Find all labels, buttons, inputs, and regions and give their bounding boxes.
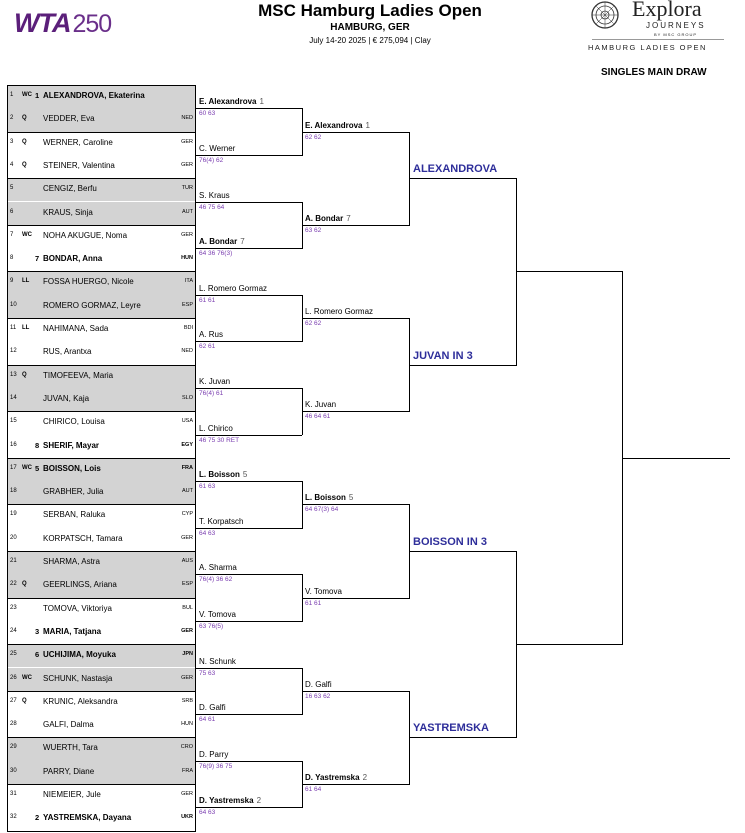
round2-name-text: C. Werner <box>199 143 236 153</box>
entries-group-separator <box>7 411 196 412</box>
entry-player-name: WUERTH, Tara <box>43 743 98 753</box>
entry-position: 5 <box>10 185 14 192</box>
draw-entry-row <box>7 668 196 691</box>
qf-seed: 1 <box>365 120 370 130</box>
r1-winner-line <box>196 621 302 622</box>
round2-score: 64 61 <box>199 716 216 724</box>
entries-group-separator <box>7 271 196 272</box>
entry-nationality: NED <box>181 348 193 355</box>
entry-nationality: USA <box>181 418 193 425</box>
qf-seed: 2 <box>362 773 368 782</box>
entry-nationality: FRA <box>182 767 193 774</box>
entry-status: WC <box>22 674 32 681</box>
round2-score: 46 75 64 <box>199 203 225 211</box>
entry-nationality: ITA <box>184 278 193 285</box>
entry-nationality: CRO <box>180 744 193 751</box>
entry-nationality: GER <box>181 138 193 145</box>
entry-nationality: HUN <box>181 255 193 262</box>
entry-seed: 8 <box>35 440 40 450</box>
entries-group-separator <box>7 504 196 505</box>
entry-position: 25 <box>10 651 17 658</box>
draw-entry-row <box>7 528 196 551</box>
tournament-details: July 14-20 2025 | € 275,094 | Clay <box>309 36 431 45</box>
r2-winner-line <box>302 784 409 785</box>
round2-seed: 5 <box>242 470 248 480</box>
round2-seed: 1 <box>259 97 264 107</box>
semifinalist-label: JUVAN IN 3 <box>413 349 473 362</box>
entry-status: Q <box>22 581 27 588</box>
entry-status: Q <box>22 371 27 378</box>
qf-name-text: L. Boisson <box>305 493 346 503</box>
entry-player-name: BOISSON, Lois <box>43 463 101 473</box>
r1-winner-line <box>196 295 302 296</box>
qf-score: 62 62 <box>305 320 322 327</box>
draw-entry-row <box>7 178 196 201</box>
entry-position: 28 <box>10 721 17 728</box>
entry-status: Q <box>22 138 27 145</box>
entry-player-name: RUS, Arantxa <box>43 347 92 357</box>
entry-status: Q <box>22 115 27 122</box>
round2-name-text: N. Schunk <box>199 656 236 666</box>
entry-player-name: KORPATSCH, Tamara <box>43 533 123 543</box>
entry-player-name: SERBAN, Raluka <box>43 510 106 520</box>
qf-score: 63 62 <box>305 226 322 234</box>
entry-player-name: CHIRICO, Louisa <box>43 417 105 427</box>
draw-entry-row <box>7 574 196 597</box>
entry-player-name: JUVAN, Kaja <box>43 393 90 403</box>
qf-score: 61 61 <box>305 599 322 607</box>
entry-nationality: HUN <box>181 721 193 728</box>
entry-position: 9 <box>10 278 14 285</box>
draw-entry-row <box>7 784 196 807</box>
draw-entry-row <box>7 108 196 131</box>
entry-seed: 7 <box>35 254 40 264</box>
sponsor-seal-icon <box>590 0 620 30</box>
entry-nationality: SLO <box>181 394 193 401</box>
entry-position: 11 <box>10 325 17 331</box>
draw-entry-row <box>7 85 196 108</box>
round2-player-name <box>199 750 228 759</box>
entry-seed: 3 <box>35 626 40 636</box>
draw-entry-row <box>7 551 196 574</box>
qf-name-text: E. Alexandrova <box>305 120 363 130</box>
round2-name-text: D. Parry <box>199 749 229 759</box>
entry-player-name: ROMERO GORMAZ, Leyre <box>43 300 141 310</box>
draw-entry-row <box>7 737 196 760</box>
entry-player-name: PARRY, Diane <box>43 766 95 776</box>
entry-player-name: NAHIMANA, Sada <box>43 324 109 333</box>
entry-position: 4 <box>10 161 14 168</box>
entry-position: 19 <box>10 511 17 518</box>
entry-position: 6 <box>10 208 14 215</box>
round2-name-text: D. Galfi <box>199 703 226 713</box>
qf-winner-line <box>409 737 516 738</box>
draw-entry-row <box>7 481 196 504</box>
round2-name-text: V. Tomova <box>199 609 236 619</box>
entry-position: 10 <box>10 301 17 308</box>
entry-player-name: UCHIJIMA, Moyuka <box>43 650 116 660</box>
round2-score: 76(4) 36 62 <box>199 576 233 584</box>
draw-entry-row <box>7 365 196 388</box>
round2-player-name <box>199 144 235 153</box>
sponsor-group: BY MSC GROUP <box>654 32 698 37</box>
entry-seed: 6 <box>35 650 40 660</box>
qf-name-text: V. Tomova <box>305 586 342 596</box>
r2-winner-line <box>302 691 409 692</box>
r1-winner-line <box>196 435 302 436</box>
entry-player-name: NIEMEIER, Jule <box>43 790 101 799</box>
entry-player-name: VEDDER, Eva <box>43 114 95 124</box>
entry-nationality: NED <box>181 115 193 122</box>
entry-nationality: ESP <box>181 301 193 308</box>
entries-group-separator <box>7 551 196 552</box>
round2-score: 60 63 <box>199 110 216 118</box>
draw-entry-row <box>7 225 196 248</box>
entry-nationality: EGY <box>181 441 193 448</box>
entry-player-name: GALFI, Dalma <box>43 720 94 730</box>
round2-score: 76(4) 61 <box>199 389 224 397</box>
round2-name-text: L. Chirico <box>199 423 233 433</box>
round2-score: 61 63 <box>199 483 216 491</box>
qf-winner-line <box>409 365 516 366</box>
entry-nationality: CYP <box>181 511 193 518</box>
r1-winner-line <box>196 714 302 715</box>
wta-logo-text: WTA <box>14 8 71 38</box>
round2-score: 64 63 <box>199 809 216 817</box>
round2-name-text: T. Korpatsch <box>199 516 244 526</box>
sponsor-tagline: JOURNEYS <box>646 21 706 30</box>
round2-score: 46 75 30 RET <box>199 436 240 444</box>
round2-player-name <box>199 330 223 339</box>
draw-entry-row <box>7 644 196 667</box>
qf-name-text: D. Galfi <box>305 679 332 689</box>
draw-entry-row <box>7 458 196 481</box>
entry-player-name: SHARMA, Astra <box>43 557 100 566</box>
round2-player-name <box>199 470 247 479</box>
round2-score: 62 61 <box>199 343 216 351</box>
draw-entry-row <box>7 504 196 527</box>
round2-player-name <box>199 563 237 572</box>
entry-nationality: GER <box>181 534 193 541</box>
entry-nationality: AUT <box>182 488 193 495</box>
entries-group-separator <box>7 737 196 738</box>
round2-player-name <box>199 97 264 106</box>
entry-player-name: KRUNIC, Aleksandra <box>43 696 118 706</box>
entry-position: 20 <box>10 534 17 541</box>
entry-position: 3 <box>10 138 14 145</box>
entry-player-name: SHERIF, Mayar <box>43 440 100 450</box>
entry-player-name: YASTREMSKA, Dayana <box>43 813 132 823</box>
qf-seed: 5 <box>348 493 354 503</box>
draw-entry-row <box>7 435 196 458</box>
r1-winner-line <box>196 807 302 808</box>
r1-winner-line <box>196 761 302 762</box>
sponsor-subtitle: HAMBURG LADIES OPEN <box>588 43 707 52</box>
entry-position: 30 <box>10 767 17 774</box>
r1-winner-line <box>196 341 302 342</box>
entry-nationality: GER <box>181 161 193 168</box>
entry-position: 2 <box>10 115 14 122</box>
entries-group-separator <box>7 458 196 459</box>
entry-position: 26 <box>10 674 17 681</box>
semifinalist-label: YASTREMSKA <box>413 722 489 735</box>
r2-winner-line <box>302 225 409 226</box>
qf-seed: 7 <box>346 213 351 223</box>
qf-winner-line <box>409 551 516 552</box>
qf-player-name <box>305 773 367 782</box>
entries-group-separator <box>7 318 196 319</box>
entry-player-name: BONDAR, Anna <box>43 254 103 264</box>
entry-position: 13 <box>10 371 17 378</box>
entry-seed: 5 <box>35 463 40 473</box>
sponsor-name: Explora <box>632 0 702 21</box>
entry-position: 21 <box>10 558 17 564</box>
round2-name-text: K. Juvan <box>199 376 231 386</box>
qf-player-name <box>305 493 353 502</box>
entries-group-separator <box>7 225 196 226</box>
draw-entry-row <box>7 598 196 621</box>
entry-status: Q <box>22 697 27 704</box>
round2-score: 64 36 76(3) <box>199 250 233 258</box>
round2-player-name <box>199 284 267 293</box>
round2-score: 64 63 <box>199 529 216 537</box>
r1-winner-line <box>196 668 302 669</box>
qf-name-text: A. Bondar <box>305 213 344 223</box>
qf-name-text: K. Juvan <box>305 400 337 410</box>
entry-position: 12 <box>10 348 17 355</box>
round2-player-name <box>199 237 245 246</box>
round2-player-name <box>199 424 233 433</box>
r1-winner-line <box>196 155 302 156</box>
qf-name-text: D. Yastremska <box>305 773 360 782</box>
round2-score: 63 76(5) <box>199 622 224 630</box>
entry-seed: 1 <box>35 91 40 100</box>
qf-winner-line <box>409 178 516 179</box>
sponsor-divider <box>592 39 724 40</box>
r2-winner-line <box>302 598 409 599</box>
entry-position: 27 <box>10 697 17 704</box>
entry-player-name: CENGIZ, Berfu <box>43 184 97 194</box>
entry-seed: 2 <box>35 813 40 823</box>
semifinalist-label: BOISSON IN 3 <box>413 536 487 548</box>
draw-entry-row <box>7 248 196 271</box>
qf-player-name <box>305 680 332 689</box>
entries-border-bottom <box>7 831 196 832</box>
entry-position: 31 <box>10 791 17 797</box>
round2-name-text: A. Bondar <box>199 237 238 247</box>
entries-group-separator <box>7 784 196 785</box>
entry-position: 29 <box>10 744 17 751</box>
round2-name-text: A. Rus <box>199 330 224 340</box>
entry-position: 22 <box>10 581 17 588</box>
r1-winner-line <box>196 202 302 203</box>
r1-winner-line <box>196 528 302 529</box>
entry-position: 1 <box>10 92 14 98</box>
round2-name-text: E. Alexandrova <box>199 97 257 107</box>
draw-entry-row <box>7 388 196 411</box>
entries-border-top <box>7 85 196 86</box>
round2-score: 75 63 <box>199 669 216 677</box>
qf-player-name <box>305 307 373 316</box>
draw-entry-row <box>7 132 196 155</box>
sf-winner-line <box>516 644 622 645</box>
round2-player-name <box>199 377 230 386</box>
draw-entry-row <box>7 341 196 364</box>
entry-position: 7 <box>10 231 14 238</box>
entry-status: WC <box>22 92 32 98</box>
r1-winner-line <box>196 248 302 249</box>
entry-nationality: TUR <box>181 185 193 192</box>
draw-entry-row <box>7 202 196 225</box>
entry-status: WC <box>22 464 32 471</box>
r2-winner-line <box>302 411 409 412</box>
round2-name-text: S. Kraus <box>199 190 230 200</box>
tournament-location: HAMBURG, GER <box>330 22 410 33</box>
round2-player-name <box>199 796 261 805</box>
entry-player-name: WERNER, Caroline <box>43 137 113 147</box>
entries-group-separator <box>7 178 196 179</box>
draw-entry-row <box>7 411 196 434</box>
entry-nationality: AUS <box>181 558 193 564</box>
entry-player-name: FOSSA HUERGO, Nicole <box>43 277 134 287</box>
draw-entry-row <box>7 691 196 714</box>
round2-name-text: A. Sharma <box>199 563 237 573</box>
entries-group-separator <box>7 644 196 645</box>
round2-player-name <box>199 610 236 619</box>
r1-winner-line <box>196 481 302 482</box>
draw-entry-row <box>7 761 196 784</box>
r2-winner-line <box>302 504 409 505</box>
entry-position: 8 <box>10 255 14 262</box>
wta-logo-number: 250 <box>72 10 112 38</box>
entry-status: LL <box>22 325 30 331</box>
r1-winner-line <box>196 108 302 109</box>
qf-score: 16 63 62 <box>305 692 331 700</box>
entry-nationality: BUL <box>182 604 193 611</box>
round2-player-name <box>199 657 236 666</box>
sf-winner-line <box>516 271 622 272</box>
qf-name-text: L. Romero Gormaz <box>305 307 374 316</box>
draw-entry-row <box>7 621 196 644</box>
draw-entry-row <box>7 295 196 318</box>
draw-entry-row <box>7 155 196 178</box>
entry-position: 17 <box>10 464 17 471</box>
entry-position: 14 <box>10 394 17 401</box>
qf-score: 62 62 <box>305 133 322 141</box>
round2-player-name <box>199 191 230 200</box>
entry-nationality: FRA <box>181 464 193 471</box>
entry-nationality: GER <box>181 231 193 238</box>
entry-status: WC <box>22 231 32 238</box>
r1-winner-line <box>196 388 302 389</box>
r2-winner-line <box>302 318 409 319</box>
entry-nationality: JPN <box>182 651 193 658</box>
entry-position: 18 <box>10 488 17 495</box>
entry-position: 24 <box>10 627 17 634</box>
qf-score: 64 67(3) 64 <box>305 506 339 514</box>
entry-status: LL <box>22 278 30 285</box>
entry-player-name: MARIA, Tatjana <box>43 626 102 636</box>
round2-score: 61 61 <box>199 296 216 304</box>
qf-player-name <box>305 587 342 596</box>
entry-player-name: GRABHER, Julia <box>43 487 104 497</box>
draw-title: SINGLES MAIN DRAW <box>601 67 707 78</box>
champion-line <box>622 458 730 459</box>
round2-name-text: D. Yastremska <box>199 796 254 806</box>
entry-nationality: UKR <box>181 814 193 821</box>
sponsor-logo <box>586 0 726 56</box>
draw-entry-row <box>7 807 196 830</box>
r2-winner-line <box>302 132 409 133</box>
round2-name-text: L. Romero Gormaz <box>199 283 268 293</box>
entry-nationality: BDI <box>183 325 193 331</box>
entries-group-separator <box>7 691 196 692</box>
draw-entry-row <box>7 318 196 341</box>
r1-winner-line <box>196 574 302 575</box>
entries-group-separator <box>7 598 196 599</box>
qf-player-name <box>305 214 351 223</box>
entry-position: 15 <box>10 418 17 425</box>
entry-player-name: KRAUS, Sinja <box>43 207 93 217</box>
entry-player-name: GEERLINGS, Ariana <box>43 580 117 590</box>
entry-status: Q <box>22 161 27 168</box>
entry-player-name: STEINER, Valentina <box>43 160 115 170</box>
round2-seed: 7 <box>240 237 245 247</box>
entry-player-name: SCHUNK, Nastasja <box>43 673 113 683</box>
entry-nationality: GER <box>181 791 193 797</box>
semifinalist-label: ALEXANDROVA <box>413 163 498 176</box>
draw-entry-row <box>7 271 196 294</box>
entries-group-separator <box>7 365 196 366</box>
entry-nationality: AUT <box>182 208 193 215</box>
round2-name-text: L. Boisson <box>199 470 240 480</box>
entry-player-name: TOMOVA, Viktoriya <box>43 603 112 613</box>
entry-position: 16 <box>10 441 17 448</box>
qf-score: 61 64 <box>305 786 322 793</box>
round2-score: 76(4) 62 <box>199 156 224 164</box>
entry-nationality: ESP <box>181 581 193 588</box>
entry-player-name: TIMOFEEVA, Maria <box>43 370 114 380</box>
draw-entry-row <box>7 714 196 737</box>
round2-score: 76(9) 36 75 <box>199 762 233 770</box>
round2-seed: 2 <box>256 796 262 806</box>
round2-player-name <box>199 703 226 712</box>
entry-nationality: SRB <box>181 697 193 704</box>
round2-player-name <box>199 517 243 526</box>
qf-player-name <box>305 400 336 409</box>
entry-player-name: NOHA AKUGUE, Noma <box>43 230 128 240</box>
qf-score: 46 64 61 <box>305 413 331 421</box>
entry-player-name: ALEXANDROVA, Ekaterina <box>43 91 145 100</box>
entries-group-separator <box>7 132 196 133</box>
entry-nationality: GER <box>181 674 193 681</box>
entry-position: 23 <box>10 604 17 611</box>
entry-position: 32 <box>10 814 17 821</box>
entry-nationality: GER <box>181 627 193 634</box>
tournament-title: MSC Hamburg Ladies Open <box>258 1 482 20</box>
qf-player-name <box>305 121 370 130</box>
